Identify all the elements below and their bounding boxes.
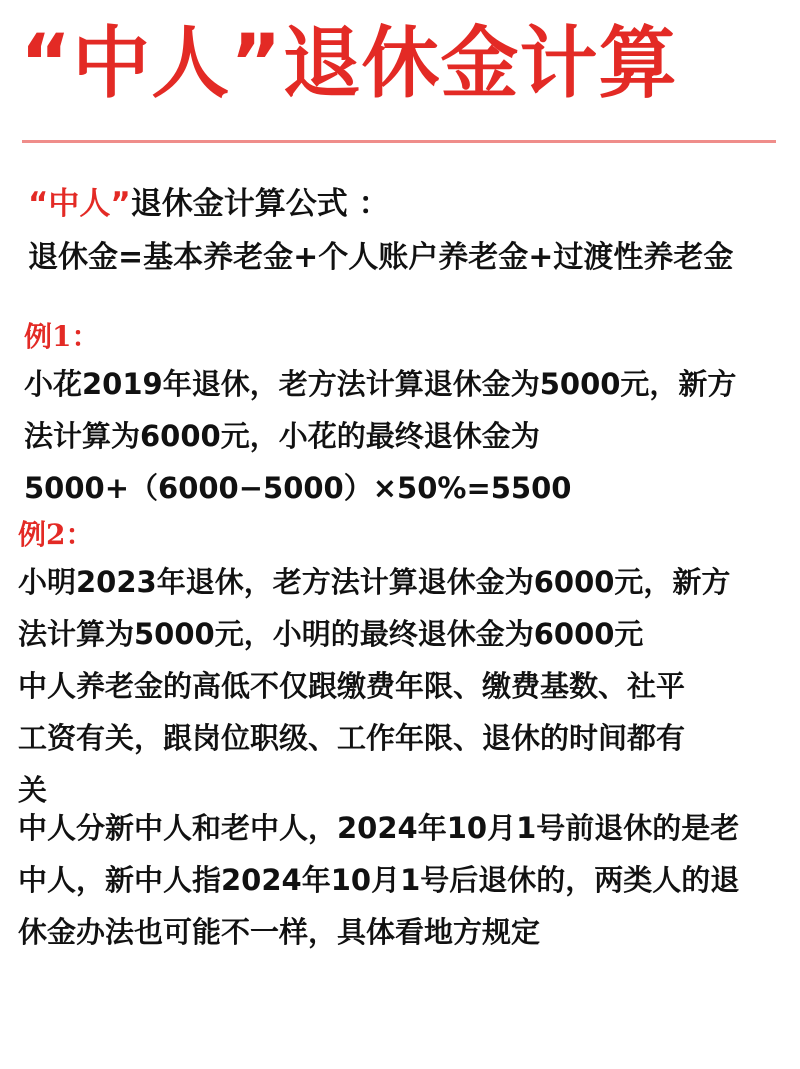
formula-expression: 退休金=基本养老金+个人账户养老金+过渡性养老金 — [28, 240, 734, 275]
note-paragraph-1 — [18, 660, 685, 816]
formula-heading-highlight: “中人” — [28, 186, 131, 222]
example-1-line: 5000+（6000−5000）×50%=5500 — [24, 471, 572, 505]
example-1-line: 法计算为6000元，小花的最终退休金为 — [24, 419, 540, 453]
note-2-line: 休金办法也可能不一样，具体看地方规定 — [18, 915, 541, 949]
note-2-line: 中人，新中人指2024年10月1号后退休的，两类人的退 — [18, 863, 740, 897]
note-1-line: 关 — [18, 773, 48, 807]
note-2-line: 中人分新中人和老中人，2024年10月1号前退休的是老 — [18, 811, 740, 845]
example-1-text — [24, 358, 736, 514]
example-1-line: 小花2019年退休，老方法计算退休金为5000元，新方 — [24, 367, 737, 401]
note-1-line: 工资有关，跟岗位职级、工作年限、退休的时间都有 — [18, 721, 686, 755]
example-2-line: 小明2023年退休，老方法计算退休金为6000元，新方 — [18, 565, 731, 599]
page-title: “中人”退休金计算 — [20, 19, 678, 109]
example-2-line: 法计算为5000元，小明的最终退休金为6000元 — [18, 617, 644, 651]
note-1-line: 中人养老金的高低不仅跟缴费年限、缴费基数、社平 — [18, 669, 686, 703]
title-divider — [22, 140, 776, 143]
formula-heading-text: 退休金计算公式 ： — [130, 186, 390, 222]
formula-heading — [28, 186, 390, 223]
example-2-text — [18, 556, 730, 660]
example-2-label: 例2： — [18, 518, 94, 551]
note-paragraph-2 — [18, 802, 739, 958]
example-1-label: 例1： — [24, 320, 100, 353]
